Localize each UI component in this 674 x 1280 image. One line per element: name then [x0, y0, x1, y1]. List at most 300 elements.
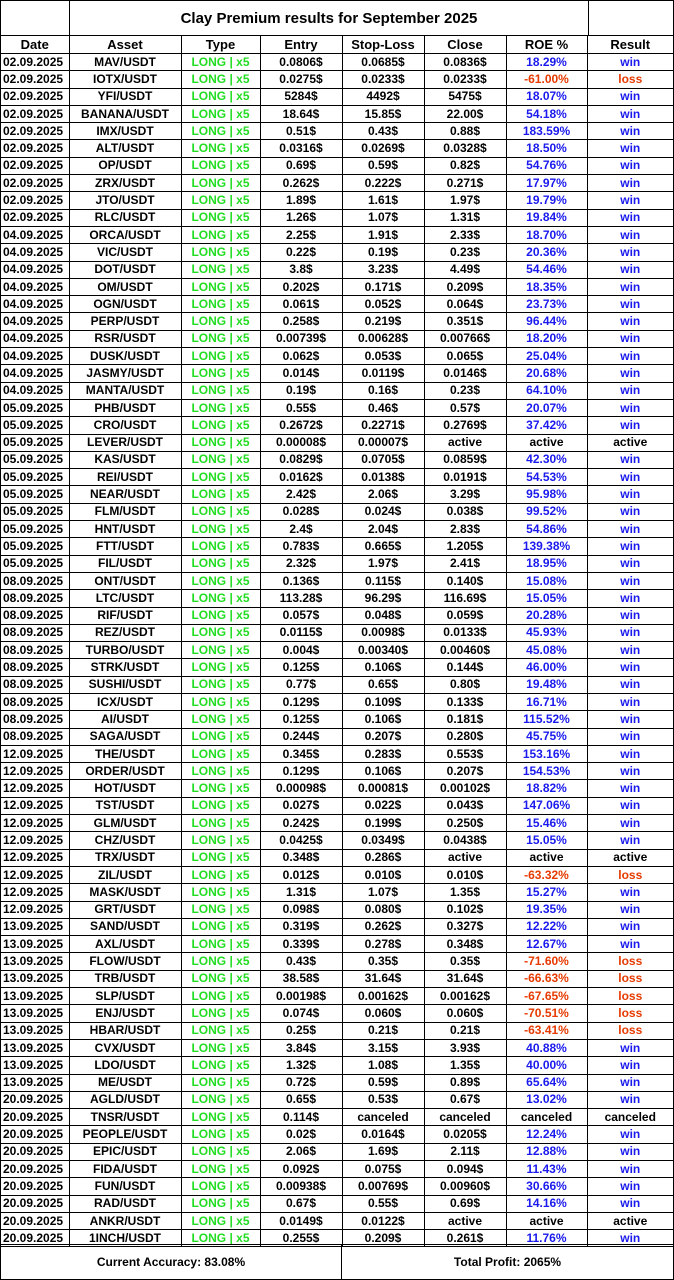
result-cell: win: [587, 555, 673, 572]
type-cell: LONG | x5: [181, 866, 260, 883]
date-cell: 02.09.2025: [1, 192, 69, 209]
close-cell: 0.010$: [424, 866, 506, 883]
asset-cell: RSR/USDT: [69, 330, 181, 347]
result-cell: win: [587, 676, 673, 693]
date-cell: 20.09.2025: [1, 1230, 69, 1247]
result-cell: loss: [587, 1005, 673, 1022]
date-cell: 20.09.2025: [1, 1109, 69, 1126]
date-cell: 02.09.2025: [1, 175, 69, 192]
close-cell: 116.69$: [424, 590, 506, 607]
roe-cell: 40.00%: [506, 1057, 587, 1074]
close-cell: 1.31$: [424, 209, 506, 226]
roe-cell: 139.38%: [506, 538, 587, 555]
stop-loss-cell: 1.08$: [342, 1057, 424, 1074]
date-cell: 12.09.2025: [1, 745, 69, 762]
table-row: [1, 780, 673, 797]
result-cell: win: [587, 382, 673, 399]
table-row: [1, 417, 673, 434]
result-cell: win: [587, 1057, 673, 1074]
entry-cell: 0.319$: [260, 918, 342, 935]
type-cell: LONG | x5: [181, 175, 260, 192]
close-cell: 0.133$: [424, 693, 506, 710]
close-cell: 0.181$: [424, 711, 506, 728]
stop-loss-cell: 0.21$: [342, 1022, 424, 1039]
asset-cell: PHB/USDT: [69, 399, 181, 416]
close-cell: active: [424, 849, 506, 866]
table-row: [1, 538, 673, 555]
roe-cell: 183.59%: [506, 123, 587, 140]
roe-cell: 11.76%: [506, 1230, 587, 1247]
date-cell: 05.09.2025: [1, 399, 69, 416]
roe-cell: 15.05%: [506, 590, 587, 607]
roe-cell: 19.84%: [506, 209, 587, 226]
close-cell: 0.043$: [424, 797, 506, 814]
type-cell: LONG | x5: [181, 918, 260, 935]
stop-loss-cell: 0.0233$: [342, 71, 424, 88]
result-cell: win: [587, 330, 673, 347]
close-cell: 0.0205$: [424, 1126, 506, 1143]
type-cell: LONG | x5: [181, 711, 260, 728]
close-cell: 0.065$: [424, 348, 506, 365]
table-row: [1, 607, 673, 624]
asset-cell: REZ/USDT: [69, 624, 181, 641]
type-cell: LONG | x5: [181, 88, 260, 105]
close-cell: 0.21$: [424, 1022, 506, 1039]
type-cell: LONG | x5: [181, 1039, 260, 1056]
roe-cell: 54.76%: [506, 157, 587, 174]
asset-cell: FUN/USDT: [69, 1178, 181, 1195]
table-row: [1, 192, 673, 209]
result-cell: win: [587, 832, 673, 849]
roe-cell: 42.30%: [506, 451, 587, 468]
current-accuracy: Current Accuracy: 83.08%: [1, 1245, 342, 1279]
asset-cell: GRT/USDT: [69, 901, 181, 918]
result-cell: win: [587, 209, 673, 226]
entry-cell: 0.00098$: [260, 780, 342, 797]
close-cell: 0.207$: [424, 763, 506, 780]
entry-cell: 0.67$: [260, 1195, 342, 1212]
asset-cell: IMX/USDT: [69, 123, 181, 140]
type-cell: LONG | x5: [181, 348, 260, 365]
result-cell: win: [587, 763, 673, 780]
header-type: Type: [181, 36, 260, 54]
close-cell: 0.0836$: [424, 54, 506, 71]
results-body: [1, 54, 673, 1247]
date-cell: 20.09.2025: [1, 1212, 69, 1229]
stop-loss-cell: 3.15$: [342, 1039, 424, 1056]
header-stop-loss: Stop-Loss: [342, 36, 424, 54]
stop-loss-cell: 15.85$: [342, 105, 424, 122]
result-cell: win: [587, 88, 673, 105]
roe-cell: 147.06%: [506, 797, 587, 814]
close-cell: 0.80$: [424, 676, 506, 693]
header-roe: ROE %: [506, 36, 587, 54]
asset-cell: OGN/USDT: [69, 296, 181, 313]
close-cell: 0.00960$: [424, 1178, 506, 1195]
entry-cell: 3.8$: [260, 261, 342, 278]
date-cell: 08.09.2025: [1, 676, 69, 693]
type-cell: LONG | x5: [181, 797, 260, 814]
type-cell: LONG | x5: [181, 434, 260, 451]
stop-loss-cell: 1.61$: [342, 192, 424, 209]
stop-loss-cell: 0.0122$: [342, 1212, 424, 1229]
type-cell: LONG | x5: [181, 780, 260, 797]
result-cell: win: [587, 901, 673, 918]
asset-cell: HOT/USDT: [69, 780, 181, 797]
stop-loss-cell: 0.209$: [342, 1230, 424, 1247]
entry-cell: 0.0115$: [260, 624, 342, 641]
roe-cell: 18.70%: [506, 226, 587, 243]
header-close: Close: [424, 36, 506, 54]
entry-cell: 0.00739$: [260, 330, 342, 347]
close-cell: 0.038$: [424, 503, 506, 520]
type-cell: LONG | x5: [181, 1022, 260, 1039]
asset-cell: RLC/USDT: [69, 209, 181, 226]
asset-cell: KAS/USDT: [69, 451, 181, 468]
table-row: [1, 486, 673, 503]
stop-loss-cell: 0.00162$: [342, 988, 424, 1005]
result-cell: win: [587, 365, 673, 382]
asset-cell: JTO/USDT: [69, 192, 181, 209]
roe-cell: 115.52%: [506, 711, 587, 728]
close-cell: 0.23$: [424, 382, 506, 399]
stop-loss-cell: canceled: [342, 1109, 424, 1126]
asset-cell: VIC/USDT: [69, 244, 181, 261]
roe-cell: 154.53%: [506, 763, 587, 780]
entry-cell: 0.783$: [260, 538, 342, 555]
roe-cell: 20.07%: [506, 399, 587, 416]
type-cell: LONG | x5: [181, 1005, 260, 1022]
stop-loss-cell: 0.00628$: [342, 330, 424, 347]
table-row: [1, 763, 673, 780]
date-cell: 05.09.2025: [1, 486, 69, 503]
close-cell: 0.0438$: [424, 832, 506, 849]
asset-cell: DUSK/USDT: [69, 348, 181, 365]
close-cell: 0.23$: [424, 244, 506, 261]
entry-cell: 1.32$: [260, 1057, 342, 1074]
close-cell: 0.0233$: [424, 71, 506, 88]
stop-loss-cell: 0.0138$: [342, 469, 424, 486]
asset-cell: HBAR/USDT: [69, 1022, 181, 1039]
table-row: [1, 728, 673, 745]
entry-cell: 2.06$: [260, 1143, 342, 1160]
date-cell: 12.09.2025: [1, 797, 69, 814]
table-row: [1, 365, 673, 382]
date-cell: 08.09.2025: [1, 659, 69, 676]
result-cell: win: [587, 261, 673, 278]
stop-loss-cell: 0.0119$: [342, 365, 424, 382]
entry-cell: 0.345$: [260, 745, 342, 762]
type-cell: LONG | x5: [181, 365, 260, 382]
table-row: [1, 1195, 673, 1212]
table-row: [1, 175, 673, 192]
result-cell: win: [587, 348, 673, 365]
result-cell: win: [587, 503, 673, 520]
result-cell: loss: [587, 970, 673, 987]
type-cell: LONG | x5: [181, 1178, 260, 1195]
table-row: [1, 330, 673, 347]
close-cell: 0.89$: [424, 1074, 506, 1091]
close-cell: 0.00766$: [424, 330, 506, 347]
asset-cell: GLM/USDT: [69, 815, 181, 832]
entry-cell: 0.014$: [260, 365, 342, 382]
roe-cell: 12.67%: [506, 936, 587, 953]
close-cell: 0.0146$: [424, 365, 506, 382]
stop-loss-cell: 0.53$: [342, 1091, 424, 1108]
close-cell: 3.93$: [424, 1039, 506, 1056]
stop-loss-cell: 0.022$: [342, 797, 424, 814]
asset-cell: EPIC/USDT: [69, 1143, 181, 1160]
stop-loss-cell: 0.010$: [342, 866, 424, 883]
close-cell: 4.49$: [424, 261, 506, 278]
close-cell: active: [424, 434, 506, 451]
roe-cell: 99.52%: [506, 503, 587, 520]
result-cell: active: [587, 1212, 673, 1229]
type-cell: LONG | x5: [181, 140, 260, 157]
entry-cell: 0.202$: [260, 278, 342, 295]
entry-cell: 0.129$: [260, 763, 342, 780]
stop-loss-cell: 0.109$: [342, 693, 424, 710]
close-cell: 0.261$: [424, 1230, 506, 1247]
stop-loss-cell: 0.2271$: [342, 417, 424, 434]
date-cell: 02.09.2025: [1, 71, 69, 88]
type-cell: LONG | x5: [181, 1230, 260, 1247]
entry-cell: 0.0275$: [260, 71, 342, 88]
entry-cell: 0.02$: [260, 1126, 342, 1143]
result-cell: active: [587, 434, 673, 451]
asset-cell: JASMY/USDT: [69, 365, 181, 382]
type-cell: LONG | x5: [181, 469, 260, 486]
asset-cell: DOT/USDT: [69, 261, 181, 278]
roe-cell: 46.00%: [506, 659, 587, 676]
entry-cell: 5284$: [260, 88, 342, 105]
result-cell: loss: [587, 866, 673, 883]
type-cell: LONG | x5: [181, 296, 260, 313]
stop-loss-cell: 0.199$: [342, 815, 424, 832]
roe-cell: 45.93%: [506, 624, 587, 641]
entry-cell: 0.028$: [260, 503, 342, 520]
roe-cell: 45.08%: [506, 642, 587, 659]
date-cell: 05.09.2025: [1, 451, 69, 468]
date-cell: 04.09.2025: [1, 244, 69, 261]
roe-cell: -61.00%: [506, 71, 587, 88]
result-cell: active: [587, 849, 673, 866]
date-cell: 04.09.2025: [1, 330, 69, 347]
entry-cell: 0.22$: [260, 244, 342, 261]
stop-loss-cell: 1.07$: [342, 884, 424, 901]
date-cell: 08.09.2025: [1, 572, 69, 589]
table-row: [1, 1057, 673, 1074]
entry-cell: 0.125$: [260, 659, 342, 676]
entry-cell: 2.25$: [260, 226, 342, 243]
asset-cell: BANANA/USDT: [69, 105, 181, 122]
result-cell: win: [587, 123, 673, 140]
close-cell: 0.271$: [424, 175, 506, 192]
stop-loss-cell: 0.0685$: [342, 54, 424, 71]
entry-cell: 0.00938$: [260, 1178, 342, 1195]
result-cell: win: [587, 1195, 673, 1212]
roe-cell: 12.24%: [506, 1126, 587, 1143]
close-cell: 0.250$: [424, 815, 506, 832]
date-cell: 04.09.2025: [1, 261, 69, 278]
asset-cell: REI/USDT: [69, 469, 181, 486]
stop-loss-cell: 4492$: [342, 88, 424, 105]
stop-loss-cell: 1.91$: [342, 226, 424, 243]
stop-loss-cell: 0.106$: [342, 659, 424, 676]
result-cell: win: [587, 693, 673, 710]
stop-loss-cell: 0.060$: [342, 1005, 424, 1022]
stop-loss-cell: 0.43$: [342, 123, 424, 140]
result-cell: loss: [587, 1022, 673, 1039]
table-row: [1, 1022, 673, 1039]
date-cell: 04.09.2025: [1, 226, 69, 243]
date-cell: 04.09.2025: [1, 365, 69, 382]
roe-cell: -63.41%: [506, 1022, 587, 1039]
stop-loss-cell: 0.286$: [342, 849, 424, 866]
table-row: [1, 54, 673, 71]
stop-loss-cell: 0.55$: [342, 1195, 424, 1212]
roe-cell: 54.86%: [506, 521, 587, 538]
roe-cell: 14.16%: [506, 1195, 587, 1212]
close-cell: 0.82$: [424, 157, 506, 174]
close-cell: 0.0328$: [424, 140, 506, 157]
type-cell: LONG | x5: [181, 1091, 260, 1108]
roe-cell: 15.46%: [506, 815, 587, 832]
date-cell: 12.09.2025: [1, 815, 69, 832]
stop-loss-cell: 0.278$: [342, 936, 424, 953]
date-cell: 08.09.2025: [1, 642, 69, 659]
asset-cell: FLM/USDT: [69, 503, 181, 520]
roe-cell: 12.88%: [506, 1143, 587, 1160]
asset-cell: SAGA/USDT: [69, 728, 181, 745]
date-cell: 05.09.2025: [1, 555, 69, 572]
entry-cell: 0.262$: [260, 175, 342, 192]
date-cell: 02.09.2025: [1, 88, 69, 105]
roe-cell: 65.64%: [506, 1074, 587, 1091]
type-cell: LONG | x5: [181, 988, 260, 1005]
entry-cell: 0.244$: [260, 728, 342, 745]
date-cell: 02.09.2025: [1, 209, 69, 226]
date-cell: 13.09.2025: [1, 936, 69, 953]
close-cell: 0.57$: [424, 399, 506, 416]
table-row: [1, 261, 673, 278]
stop-loss-cell: 0.283$: [342, 745, 424, 762]
result-cell: win: [587, 1126, 673, 1143]
table-row: [1, 624, 673, 641]
result-cell: win: [587, 780, 673, 797]
result-cell: win: [587, 884, 673, 901]
stop-loss-cell: 0.222$: [342, 175, 424, 192]
date-cell: 20.09.2025: [1, 1161, 69, 1178]
asset-cell: YFI/USDT: [69, 88, 181, 105]
type-cell: LONG | x5: [181, 71, 260, 88]
result-cell: loss: [587, 988, 673, 1005]
asset-cell: TRB/USDT: [69, 970, 181, 987]
asset-cell: NEAR/USDT: [69, 486, 181, 503]
roe-cell: 40.88%: [506, 1039, 587, 1056]
date-cell: 05.09.2025: [1, 538, 69, 555]
asset-cell: ME/USDT: [69, 1074, 181, 1091]
type-cell: LONG | x5: [181, 693, 260, 710]
date-cell: 12.09.2025: [1, 901, 69, 918]
table-row: [1, 382, 673, 399]
result-cell: win: [587, 296, 673, 313]
asset-cell: TNSR/USDT: [69, 1109, 181, 1126]
close-cell: 1.205$: [424, 538, 506, 555]
asset-cell: ZRX/USDT: [69, 175, 181, 192]
stop-loss-cell: 0.65$: [342, 676, 424, 693]
close-cell: 0.88$: [424, 123, 506, 140]
type-cell: LONG | x5: [181, 261, 260, 278]
table-row: [1, 711, 673, 728]
close-cell: 0.351$: [424, 313, 506, 330]
result-cell: win: [587, 226, 673, 243]
date-cell: 02.09.2025: [1, 123, 69, 140]
entry-cell: 0.348$: [260, 849, 342, 866]
table-row: [1, 1126, 673, 1143]
table-row: [1, 988, 673, 1005]
type-cell: LONG | x5: [181, 572, 260, 589]
result-cell: win: [587, 711, 673, 728]
table-row: [1, 1091, 673, 1108]
close-cell: 0.00162$: [424, 988, 506, 1005]
table-row: [1, 451, 673, 468]
stop-loss-cell: 31.64$: [342, 970, 424, 987]
close-cell: 0.553$: [424, 745, 506, 762]
result-cell: win: [587, 175, 673, 192]
result-cell: win: [587, 1143, 673, 1160]
stop-loss-cell: 0.106$: [342, 763, 424, 780]
date-cell: 20.09.2025: [1, 1143, 69, 1160]
asset-cell: ONT/USDT: [69, 572, 181, 589]
stop-loss-cell: 0.16$: [342, 382, 424, 399]
date-cell: 08.09.2025: [1, 693, 69, 710]
title-blank-left: [1, 1, 70, 35]
asset-cell: 1INCH/USDT: [69, 1230, 181, 1247]
close-cell: 0.2769$: [424, 417, 506, 434]
asset-cell: IOTX/USDT: [69, 71, 181, 88]
date-cell: 13.09.2025: [1, 1074, 69, 1091]
asset-cell: CVX/USDT: [69, 1039, 181, 1056]
close-cell: canceled: [424, 1109, 506, 1126]
title-blank-right: [589, 1, 673, 35]
close-cell: 0.280$: [424, 728, 506, 745]
entry-cell: 0.0149$: [260, 1212, 342, 1229]
entry-cell: 0.0162$: [260, 469, 342, 486]
table-row: [1, 745, 673, 762]
date-cell: 20.09.2025: [1, 1178, 69, 1195]
roe-cell: 54.18%: [506, 105, 587, 122]
roe-cell: 19.35%: [506, 901, 587, 918]
type-cell: LONG | x5: [181, 607, 260, 624]
entry-cell: 0.77$: [260, 676, 342, 693]
stop-loss-cell: 0.0705$: [342, 451, 424, 468]
type-cell: LONG | x5: [181, 382, 260, 399]
date-cell: 02.09.2025: [1, 105, 69, 122]
roe-cell: 19.48%: [506, 676, 587, 693]
type-cell: LONG | x5: [181, 417, 260, 434]
type-cell: LONG | x5: [181, 642, 260, 659]
roe-cell: 20.68%: [506, 365, 587, 382]
result-cell: win: [587, 936, 673, 953]
asset-cell: STRK/USDT: [69, 659, 181, 676]
result-cell: win: [587, 278, 673, 295]
stop-loss-cell: 0.00007$: [342, 434, 424, 451]
entry-cell: 0.00198$: [260, 988, 342, 1005]
date-cell: 13.09.2025: [1, 1005, 69, 1022]
stop-loss-cell: 1.97$: [342, 555, 424, 572]
result-cell: win: [587, 659, 673, 676]
